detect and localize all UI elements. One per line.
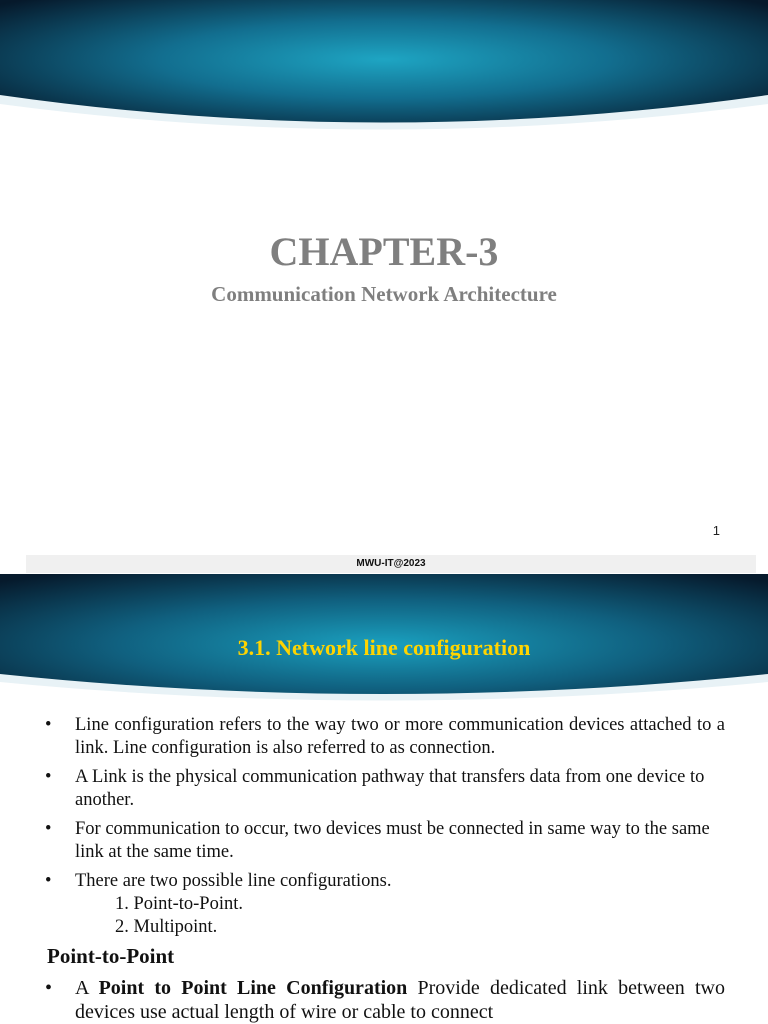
bullet-glyph: • xyxy=(45,767,52,787)
list-item xyxy=(45,870,725,893)
section-title: 3.1. Network line configuration xyxy=(237,635,531,660)
list-item xyxy=(45,818,725,864)
bullet-text: For communication to occur, two devices must be connected in same way to the same link at the same time. xyxy=(75,819,710,862)
list-item xyxy=(45,766,725,812)
header-banner xyxy=(0,0,768,132)
bullet-glyph: • xyxy=(45,977,53,999)
bullet-text: Provide dedicated link between two devices use actual length of wire or cable to connect xyxy=(75,977,725,1023)
page-number: 1 xyxy=(712,523,720,538)
bullet-text: There are two possible line configurations. xyxy=(75,871,392,891)
sub-list xyxy=(115,893,725,939)
bullet-glyph: • xyxy=(45,819,52,839)
bullet-prefix: A xyxy=(75,977,99,999)
bullet-glyph: • xyxy=(45,871,52,891)
sub-list-item: 2. Multipoint. xyxy=(115,917,218,937)
bullet-glyph: • xyxy=(45,715,52,735)
bullet-bold-term: Point to Point Line Configuration xyxy=(98,977,408,999)
chapter-subtitle: Communication Network Architecture xyxy=(211,282,557,306)
chapter-title: CHAPTER-3 xyxy=(269,229,499,274)
bullet-text: A Link is the physical communication pathway that transfers data from one device to another. xyxy=(75,767,705,810)
sub-list-item: 1. Point-to-Point. xyxy=(115,894,243,914)
list-item xyxy=(45,714,725,760)
list-item xyxy=(45,976,725,1024)
subheading: Point-to-Point xyxy=(47,944,175,968)
footer-bar: MWU-IT@2023 xyxy=(26,555,756,573)
bullet-text: Line configuration refers to the way two or more communication devices attached to a link. Line configuration is also referred to as connection. xyxy=(75,715,725,758)
content-slide xyxy=(0,574,768,1024)
slide-body xyxy=(45,714,725,1024)
